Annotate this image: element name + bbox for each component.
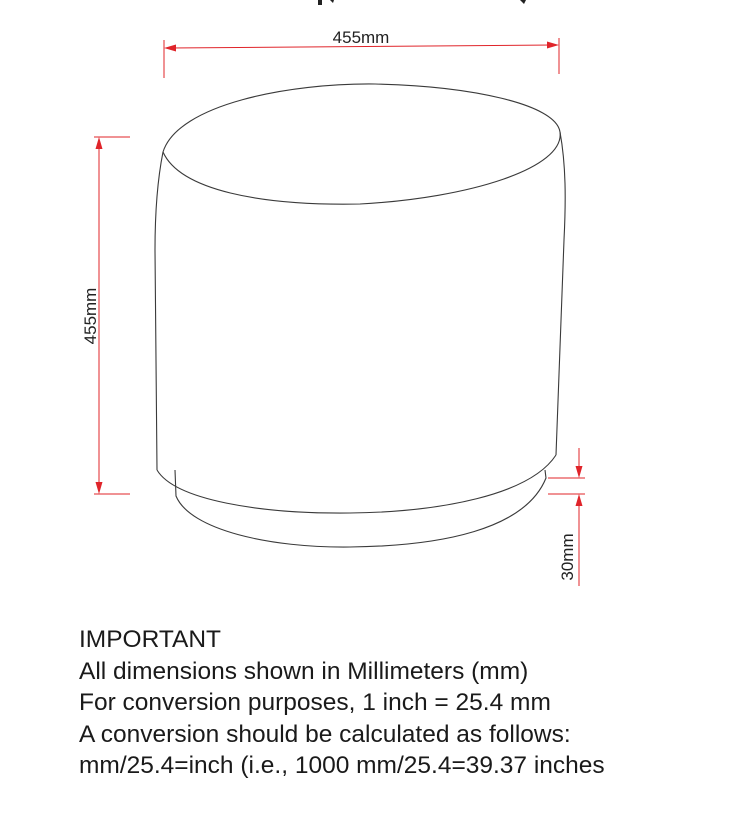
ottoman-base-band: [175, 470, 546, 547]
ottoman-right-side: [556, 132, 565, 455]
ottoman-body-bottom: [157, 455, 556, 513]
arrow-base-bottom: [576, 494, 583, 506]
height-label: 455mm: [81, 287, 100, 345]
base-label: 30mm: [558, 533, 577, 581]
notes-line-conversion: For conversion purposes, 1 inch = 25.4 mm: [79, 689, 551, 716]
cropped-title-remnant: [318, 0, 526, 5]
ottoman-top: [163, 84, 560, 204]
arrow-up: [96, 137, 103, 149]
notes-heading: IMPORTANT: [79, 626, 222, 653]
notes-line-units: All dimensions shown in Millimeters (mm): [79, 657, 529, 685]
notes-line-method: A conversion should be calculated as follows:: [79, 720, 571, 748]
arrow-left: [164, 45, 176, 52]
arrow-right: [547, 42, 559, 49]
arrow-down: [96, 482, 103, 494]
ottoman-outline: [155, 84, 565, 547]
conversion-notes: [79, 624, 719, 782]
notes-line-example: mm/25.4=inch (i.e., 1000 mm/25.4=39.37 inches: [79, 752, 605, 779]
ottoman-left-side: [155, 152, 163, 470]
arrow-base-top: [576, 466, 583, 478]
width-label: 455mm: [332, 28, 390, 47]
